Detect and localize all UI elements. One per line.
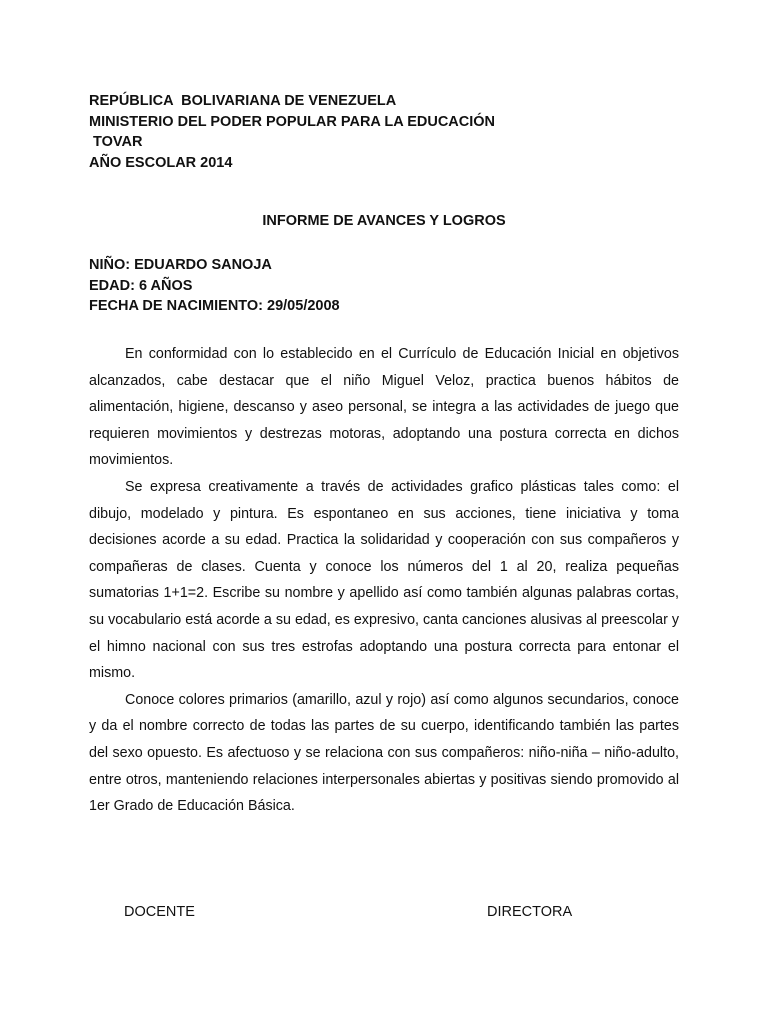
header-line-location: TOVAR	[89, 134, 143, 150]
header-line-country: REPÚBLICA BOLIVARIANA DE VENEZUELA	[89, 93, 397, 109]
student-age: EDAD: 6 AÑOS	[89, 277, 193, 294]
signature-teacher: DOCENTE	[124, 904, 195, 920]
header-line-school-year: AÑO ESCOLAR 2014	[89, 154, 233, 171]
student-info	[89, 255, 340, 317]
report-body	[89, 341, 679, 820]
report-paragraph-1: En conformidad con lo establecido en el Currículo de Educación Inicial en objetivos alcanzados, cabe destacar que el niño Miguel Veloz, practica buenos hábitos de alimentación, higiene, descanso y aseo personal, se integra a las actividades de juego que requieren movimientos y destrezas motoras, adoptando una postura correcta en dichos movimientos.	[89, 346, 679, 469]
signature-director: DIRECTORA	[487, 904, 573, 920]
document-title: INFORME DE AVANCES Y LOGROS	[262, 213, 506, 229]
header-line-ministry: MINISTERIO DEL PODER POPULAR PARA LA EDUCACIÓN	[89, 113, 496, 130]
report-paragraph-3: Conoce colores primarios (amarillo, azul y rojo) así como algunos secundarios, conoce y da el nombre correcto de todas las partes de su cuerpo, identificando también las partes del sexo opuesto. Es afectuoso y se relaciona con sus compañeros: niño-niña – niño-adulto, entre otros, manteniendo relaciones interpersonales abiertas y positivas siendo promovido al 1er Grado de Educación Básica.	[89, 691, 679, 815]
student-name: NIÑO: EDUARDO SANOJA	[89, 257, 272, 273]
institution-header	[89, 91, 495, 173]
student-birth-date: FECHA DE NACIMIENTO: 29/05/2008	[89, 298, 340, 314]
report-paragraph-2: Se expresa creativamente a través de actividades grafico plásticas tales como: el dibujo, modelado y pintura. Es espontaneo en sus acciones, tiene iniciativa y toma decisiones acorde a su edad. Practica la solidaridad y cooperación con sus compañeros y compañeras de clases. Cuenta y conoce los números del 1 al 20, realiza pequeñas sumatorias 1+1=2. Escribe su nombre y apellido así como también algunas palabras cortas, su vocabulario está acorde a su edad, es expresivo, canta canciones alusivas al preescolar y el himno nacional con sus tres estrofas adoptando una postura correcta para entonar el mismo.	[89, 478, 679, 682]
